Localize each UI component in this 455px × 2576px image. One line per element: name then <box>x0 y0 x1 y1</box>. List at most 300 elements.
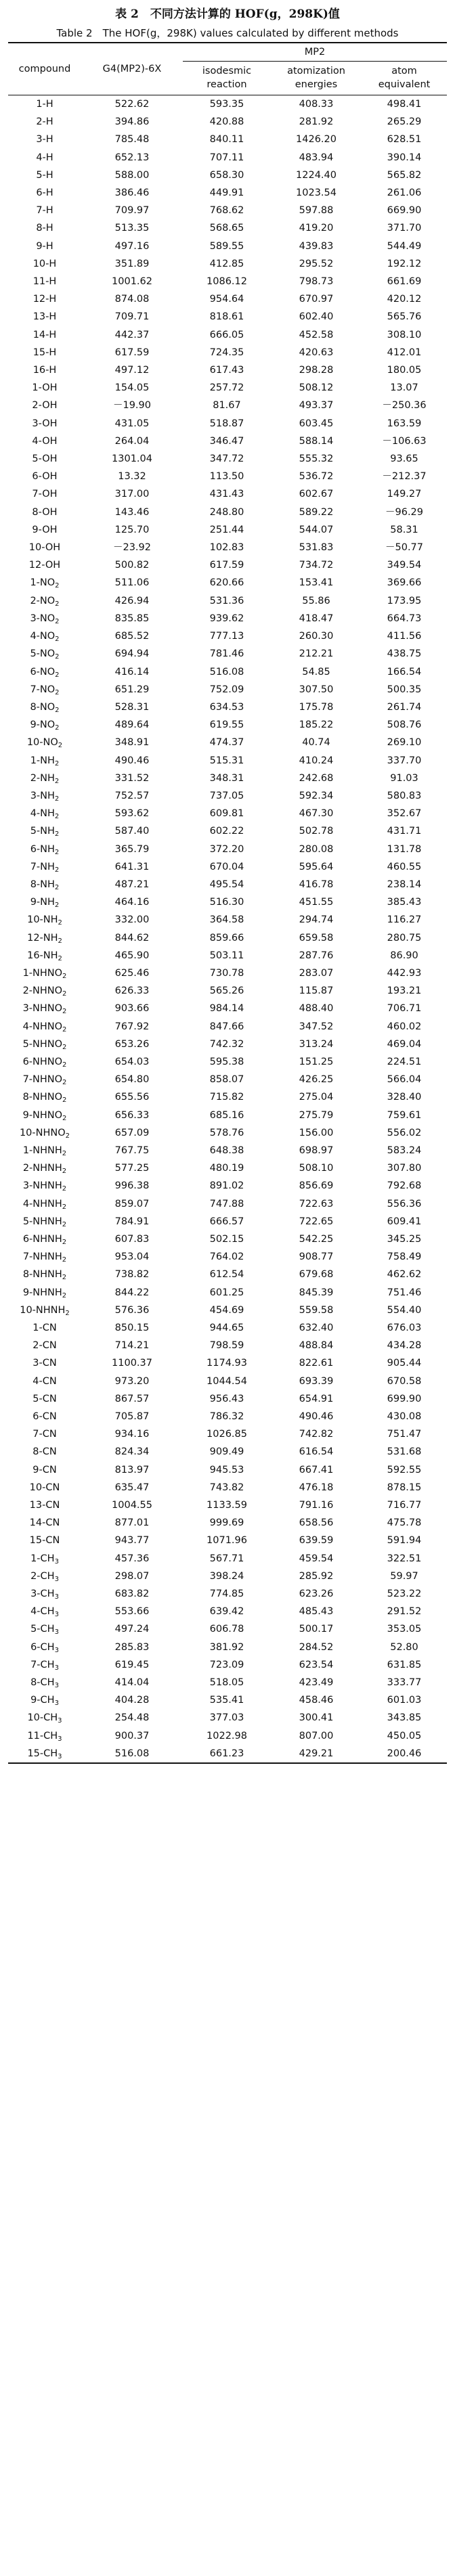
compound-name: 4-H <box>36 152 53 163</box>
table-row <box>8 326 447 344</box>
compound-subscript: 2 <box>54 777 60 785</box>
cell-isodesmic: 840.11 <box>209 134 244 146</box>
header-g4mp2: G4(MP2)-6X <box>81 43 183 95</box>
compound-name: 2-NHNO <box>22 985 63 997</box>
table-row <box>8 238 447 255</box>
cell-compound <box>8 397 81 414</box>
cell-g4mp2: 264.04 <box>114 435 150 447</box>
compound-subscript: 3 <box>54 1700 59 1708</box>
table-row <box>8 397 447 414</box>
compound-subscript: 2 <box>62 1114 67 1122</box>
cell-g4mp2: 431.05 <box>114 418 150 429</box>
compound-name: 12-NH <box>27 932 58 943</box>
cell-atom-equivalent: 460.02 <box>387 1021 422 1032</box>
cell-compound <box>8 556 81 574</box>
compound-name: 2-NH <box>30 772 55 784</box>
cell-g4mp2: 442.37 <box>114 329 150 340</box>
cell-atom-equivalent: 706.71 <box>387 1003 422 1015</box>
cell-atom-equivalent: 531.68 <box>387 1446 422 1458</box>
cell-atomization: 298.28 <box>299 365 334 376</box>
cell-compound <box>8 308 81 326</box>
compound-subscript: 3 <box>54 1628 59 1637</box>
compound-name: 5-NO <box>30 648 56 660</box>
table-row <box>8 1373 447 1390</box>
table-row <box>8 1036 447 1053</box>
table-row <box>8 166 447 184</box>
cell-atom-equivalent: 670.58 <box>387 1375 422 1387</box>
cell-compound <box>8 1107 81 1124</box>
cell-compound <box>8 95 81 114</box>
table-row <box>8 1337 447 1354</box>
cell-isodesmic: 666.57 <box>209 1216 244 1227</box>
compound-name: 10-OH <box>28 542 61 554</box>
table-row <box>8 858 447 876</box>
cell-g4mp2: 973.20 <box>114 1375 150 1387</box>
table-row <box>8 1585 447 1603</box>
cell-compound <box>8 273 81 290</box>
cell-atom-equivalent: 716.77 <box>387 1500 422 1511</box>
cell-atomization: 452.58 <box>299 329 334 340</box>
cell-atomization: 284.52 <box>299 1641 334 1653</box>
cell-atomization: 845.39 <box>299 1287 334 1298</box>
cell-atom-equivalent: 556.36 <box>387 1198 422 1209</box>
cell-atom-equivalent: 352.67 <box>387 808 422 820</box>
compound-name: 6-NHNO <box>22 1056 63 1067</box>
cell-isodesmic: 956.43 <box>209 1393 244 1404</box>
table-row <box>8 1018 447 1036</box>
cell-atomization: 822.61 <box>299 1358 334 1369</box>
cell-atom-equivalent: 93.65 <box>390 453 418 465</box>
compound-name: 10-NH <box>27 914 58 926</box>
compound-name: 4-NH <box>30 808 55 820</box>
cell-isodesmic: 81.67 <box>213 400 241 412</box>
compound-name: 6-H <box>36 187 53 199</box>
cell-g4mp2: 654.80 <box>114 1074 150 1086</box>
cell-compound <box>8 1124 81 1142</box>
cell-atom-equivalent: 751.46 <box>387 1287 422 1298</box>
cell-compound <box>8 1585 81 1603</box>
compound-name: 4-OH <box>32 435 58 447</box>
cell-atomization: 908.77 <box>299 1251 334 1263</box>
cell-atomization: 410.24 <box>299 755 334 766</box>
cell-atom-equivalent: 261.06 <box>387 187 422 199</box>
compound-name: 8-NHNO <box>22 1092 63 1103</box>
cell-isodesmic: 1133.59 <box>207 1500 247 1511</box>
compound-subscript: 2 <box>62 1274 67 1282</box>
cell-g4mp2: 903.66 <box>114 1003 150 1015</box>
cell-compound <box>8 911 81 929</box>
cell-atom-equivalent: 661.69 <box>387 276 422 288</box>
compound-name: 8-NH <box>30 879 55 890</box>
cell-compound <box>8 1354 81 1372</box>
compound-name: 1-NO <box>30 577 56 589</box>
compound-subscript: 3 <box>54 1593 59 1601</box>
table-row <box>8 663 447 681</box>
table-row <box>8 1000 447 1017</box>
compound-name: 5-NH <box>30 826 55 837</box>
cell-compound <box>8 1461 81 1479</box>
cell-atom-equivalent: －106.63 <box>382 435 427 447</box>
cell-compound <box>8 1408 81 1425</box>
cell-compound <box>8 1691 81 1709</box>
cell-isodesmic: 602.22 <box>209 826 244 837</box>
cell-atom-equivalent: 500.35 <box>387 684 422 695</box>
compound-name: 10-NHNH <box>20 1304 66 1316</box>
cell-atomization: 156.00 <box>299 1127 334 1138</box>
cell-atomization: 426.25 <box>299 1074 334 1086</box>
cell-isodesmic: 742.32 <box>209 1038 244 1050</box>
cell-compound <box>8 1248 81 1266</box>
cell-atomization: 295.52 <box>299 258 334 269</box>
compound-subscript: 2 <box>55 600 60 608</box>
cell-atomization: 420.63 <box>299 347 334 358</box>
cell-g4mp2: 317.00 <box>114 489 150 500</box>
cell-atomization: 423.49 <box>299 1677 334 1689</box>
compound-name: 1-NH <box>30 755 55 766</box>
cell-compound <box>8 1195 81 1213</box>
cell-compound <box>8 716 81 734</box>
cell-atom-equivalent: 200.46 <box>362 1745 447 1763</box>
cell-atom-equivalent: 163.59 <box>387 418 422 429</box>
cell-atom-equivalent: 238.14 <box>387 879 422 890</box>
cell-atomization: 544.07 <box>299 524 334 535</box>
table-row <box>8 255 447 273</box>
compound-name: 3-H <box>36 134 53 146</box>
cell-atom-equivalent: 353.05 <box>387 1624 422 1635</box>
cell-compound <box>8 1266 81 1283</box>
cell-g4mp2: 859.07 <box>114 1198 150 1209</box>
cell-atom-equivalent: 556.02 <box>387 1127 422 1138</box>
cell-atom-equivalent: 669.90 <box>387 205 422 217</box>
cell-g4mp2: 654.03 <box>114 1056 150 1067</box>
cell-isodesmic: 798.59 <box>209 1340 244 1352</box>
table-row <box>8 1443 447 1461</box>
cell-isodesmic: 568.65 <box>209 223 244 234</box>
cell-g4mp2: 767.75 <box>114 1145 150 1156</box>
cell-compound <box>8 1745 81 1763</box>
cell-compound <box>8 574 81 592</box>
compound-name: 6-NH <box>30 843 55 855</box>
cell-g4mp2: 738.82 <box>114 1269 150 1281</box>
compound-name: 10-CN <box>29 1482 60 1493</box>
cell-atom-equivalent: 592.55 <box>387 1464 422 1475</box>
cell-compound <box>8 290 81 308</box>
cell-g4mp2: 683.82 <box>114 1589 150 1600</box>
cell-g4mp2: 497.16 <box>114 240 150 252</box>
table-row <box>8 770 447 787</box>
cell-g4mp2: 657.09 <box>114 1127 150 1138</box>
cell-g4mp2: 348.91 <box>114 737 150 749</box>
cell-g4mp2: 13.32 <box>118 471 146 483</box>
cell-atom-equivalent: 438.75 <box>387 648 422 660</box>
cell-g4mp2: 619.45 <box>114 1659 150 1670</box>
cell-atomization: 419.20 <box>299 223 334 234</box>
compound-name: 9-NHNO <box>22 1109 63 1121</box>
header-compound: compound <box>8 43 81 95</box>
cell-g4mp2: 785.48 <box>114 134 150 146</box>
table-row <box>8 1514 447 1532</box>
cell-compound <box>8 361 81 379</box>
cell-atomization: 722.65 <box>299 1216 334 1227</box>
header-mp2: MP2 <box>183 43 447 62</box>
cell-atom-equivalent: 442.93 <box>387 967 422 979</box>
cell-isodesmic: 984.14 <box>209 1003 244 1015</box>
compound-subscript: 2 <box>62 990 67 998</box>
cell-isodesmic: 747.88 <box>209 1198 244 1209</box>
cell-g4mp2: 709.71 <box>114 311 150 323</box>
cell-compound <box>8 698 81 716</box>
cell-isodesmic: 818.61 <box>209 311 244 323</box>
cell-atom-equivalent: 460.55 <box>387 861 422 872</box>
cell-isodesmic: 612.54 <box>209 1269 244 1281</box>
cell-atomization: 658.56 <box>299 1517 334 1529</box>
cell-atomization: 212.21 <box>299 648 334 660</box>
cell-isodesmic: 420.88 <box>209 116 244 128</box>
compound-name: 11-H <box>32 276 57 288</box>
cell-g4mp2: 813.97 <box>114 1464 150 1475</box>
cell-atom-equivalent: 337.70 <box>387 755 422 766</box>
table-row <box>8 1639 447 1656</box>
compound-name: 13-H <box>32 311 57 323</box>
table-row <box>8 1390 447 1408</box>
compound-subscript: 2 <box>55 653 60 661</box>
table-row <box>8 1568 447 1585</box>
cell-g4mp2: 587.40 <box>114 826 150 837</box>
table-row <box>8 1159 447 1177</box>
compound-subscript: 3 <box>54 1664 59 1672</box>
cell-compound <box>8 326 81 344</box>
cell-isodesmic: 781.46 <box>209 648 244 660</box>
compound-subscript: 2 <box>62 1256 67 1264</box>
table-row <box>8 1603 447 1620</box>
table-row <box>8 1532 447 1549</box>
cell-g4mp2: 635.47 <box>114 1482 150 1493</box>
table-row <box>8 468 447 485</box>
cell-isodesmic: 743.82 <box>209 1482 244 1493</box>
compound-subscript: 2 <box>58 742 63 750</box>
cell-compound <box>8 1018 81 1036</box>
table-row <box>8 149 447 166</box>
table-header <box>8 43 447 95</box>
compound-name: 4-CH <box>30 1606 55 1618</box>
compound-name: 1-OH <box>32 382 58 394</box>
compound-subscript: 2 <box>54 759 60 768</box>
cell-g4mp2: 694.94 <box>114 648 150 660</box>
compound-name: 2-NO <box>30 595 56 606</box>
cell-atom-equivalent: －50.77 <box>385 542 424 554</box>
cell-atomization: 734.72 <box>299 560 334 571</box>
compound-name: 7-CH <box>30 1659 55 1670</box>
cell-isodesmic: 661.23 <box>183 1745 271 1763</box>
compound-name: 8-CH <box>30 1677 55 1689</box>
compound-name: 14-CN <box>29 1517 60 1529</box>
compound-subscript: 2 <box>65 1309 70 1317</box>
cell-g4mp2: 655.56 <box>114 1092 150 1103</box>
compound-name: 6-NO <box>30 666 56 678</box>
cell-atom-equivalent: 878.15 <box>387 1482 422 1493</box>
compound-subscript: 2 <box>62 1203 67 1211</box>
cell-isodesmic: 891.02 <box>209 1180 244 1192</box>
cell-isodesmic: 777.13 <box>209 631 244 642</box>
table-row <box>8 698 447 716</box>
cell-g4mp2: 577.25 <box>114 1163 150 1174</box>
cell-compound <box>8 929 81 947</box>
cell-isodesmic: 658.30 <box>209 169 244 181</box>
cell-atom-equivalent: 91.03 <box>390 772 418 784</box>
cell-compound <box>8 876 81 893</box>
cell-isodesmic: 1174.93 <box>207 1358 247 1369</box>
cell-atom-equivalent: －212.37 <box>382 471 427 483</box>
cell-atom-equivalent: 759.61 <box>387 1109 422 1121</box>
cell-atomization: 623.26 <box>299 1589 334 1600</box>
compound-name: 5-H <box>36 169 53 181</box>
cell-isodesmic: 502.15 <box>209 1234 244 1245</box>
cell-compound <box>8 1550 81 1568</box>
cell-atomization: 623.54 <box>299 1659 334 1670</box>
compound-name: 3-NH <box>30 790 55 801</box>
compound-name: 8-OH <box>32 506 58 518</box>
cell-isodesmic: 372.20 <box>209 843 244 855</box>
compound-subscript: 2 <box>62 1008 67 1016</box>
compound-subscript: 2 <box>55 636 60 644</box>
cell-atomization: 275.04 <box>299 1092 334 1103</box>
cell-atom-equivalent: 565.76 <box>387 311 422 323</box>
cell-g4mp2: 254.48 <box>114 1712 150 1724</box>
cell-isodesmic: 364.58 <box>209 914 244 926</box>
cell-atomization: 639.59 <box>299 1535 334 1547</box>
compound-subscript: 3 <box>54 1575 59 1583</box>
cell-compound <box>8 1036 81 1053</box>
cell-g4mp2: 553.66 <box>114 1606 150 1618</box>
cell-atom-equivalent: 13.07 <box>390 382 418 394</box>
table-row <box>8 95 447 114</box>
cell-g4mp2: 394.86 <box>114 116 150 128</box>
cell-g4mp2: 386.46 <box>114 187 150 199</box>
cell-isodesmic: 730.78 <box>209 967 244 979</box>
compound-name: 7-NH <box>30 861 55 872</box>
compound-subscript: 2 <box>55 671 60 679</box>
cell-compound <box>8 610 81 627</box>
cell-g4mp2: 685.52 <box>114 631 150 642</box>
table-row <box>8 822 447 840</box>
compound-subscript: 3 <box>54 1646 59 1654</box>
cell-atom-equivalent: 430.08 <box>387 1411 422 1423</box>
compound-name: 4-NHNH <box>22 1198 62 1209</box>
cell-compound <box>8 982 81 1000</box>
cell-g4mp2: 490.46 <box>114 755 150 766</box>
cell-compound <box>8 1568 81 1585</box>
cell-isodesmic: 1022.98 <box>207 1730 247 1741</box>
table-row <box>8 876 447 893</box>
cell-atom-equivalent: 664.73 <box>387 613 422 624</box>
cell-atom-equivalent: 751.47 <box>387 1429 422 1440</box>
cell-atomization: 1224.40 <box>296 169 337 181</box>
table-row <box>8 752 447 770</box>
cell-g4mp2: 465.90 <box>114 950 150 961</box>
cell-atom-equivalent: －96.29 <box>385 506 424 518</box>
cell-atomization: 555.32 <box>299 453 334 465</box>
cell-atomization: 153.41 <box>299 577 334 589</box>
cell-isodesmic: 412.85 <box>209 258 244 269</box>
cell-atom-equivalent: 385.43 <box>387 897 422 908</box>
cell-compound <box>8 1727 81 1745</box>
compound-name: 3-NHNH <box>22 1180 62 1192</box>
cell-g4mp2: 489.64 <box>114 719 150 731</box>
cell-atomization: 603.45 <box>299 418 334 429</box>
table-row <box>8 1496 447 1514</box>
hof-table <box>8 42 447 1764</box>
table-body <box>8 95 447 1764</box>
cell-atom-equivalent: 699.90 <box>387 1393 422 1404</box>
cell-g4mp2: 656.33 <box>114 1109 150 1121</box>
cell-compound <box>8 1620 81 1638</box>
cell-g4mp2: 651.29 <box>114 684 150 695</box>
table-row <box>8 273 447 290</box>
cell-atomization: 508.12 <box>299 382 334 394</box>
cell-atomization: 654.91 <box>299 1393 334 1404</box>
cell-g4mp2: 714.21 <box>114 1340 150 1352</box>
table-row <box>8 964 447 982</box>
cell-g4mp2: 516.08 <box>81 1745 183 1763</box>
table-row <box>8 1266 447 1283</box>
table-row <box>8 1745 447 1763</box>
cell-atomization: 416.78 <box>299 879 334 890</box>
table-row <box>8 521 447 539</box>
compound-name: 3-CH <box>30 1589 55 1600</box>
compound-subscript: 3 <box>54 1682 59 1690</box>
cell-atom-equivalent: 86.90 <box>390 950 418 961</box>
cell-isodesmic: 685.16 <box>209 1109 244 1121</box>
cell-atomization: 483.94 <box>299 152 334 163</box>
compound-name: 7-CN <box>32 1429 57 1440</box>
compound-subscript: 2 <box>54 902 60 910</box>
cell-atom-equivalent: 291.52 <box>387 1606 422 1618</box>
compound-subscript: 2 <box>62 1291 67 1300</box>
cell-isodesmic: 589.55 <box>209 240 244 252</box>
table-row <box>8 1195 447 1213</box>
table-row <box>8 1425 447 1443</box>
compound-name: 7-NO <box>30 684 56 695</box>
cell-atom-equivalent: 371.70 <box>387 223 422 234</box>
cell-compound <box>8 415 81 432</box>
compound-subscript: 2 <box>55 724 60 732</box>
compound-name: 16-H <box>32 365 57 376</box>
cell-atom-equivalent: 434.28 <box>387 1340 422 1352</box>
cell-atomization: 280.08 <box>299 843 334 855</box>
cell-atom-equivalent: 369.66 <box>387 577 422 589</box>
cell-compound <box>8 1373 81 1390</box>
table-row <box>8 574 447 592</box>
compound-subscript: 2 <box>55 706 60 714</box>
table-row <box>8 841 447 858</box>
cell-compound <box>8 1000 81 1017</box>
compound-name: 7-NHNH <box>22 1251 62 1263</box>
cell-atomization: 451.55 <box>299 897 334 908</box>
cell-isodesmic: 619.55 <box>209 719 244 731</box>
cell-isodesmic: 786.32 <box>209 1411 244 1423</box>
cell-isodesmic: 495.54 <box>209 879 244 890</box>
cell-atomization: 502.78 <box>299 826 334 837</box>
cell-g4mp2: 844.22 <box>114 1287 150 1298</box>
cell-atomization: 500.17 <box>299 1624 334 1635</box>
cell-atom-equivalent: 420.12 <box>387 294 422 305</box>
cell-atomization: 260.30 <box>299 631 334 642</box>
cell-g4mp2: 404.28 <box>114 1695 150 1706</box>
cell-isodesmic: 670.04 <box>209 861 244 872</box>
cell-atomization: 595.64 <box>299 861 334 872</box>
compound-name: 3-OH <box>32 418 58 429</box>
compound-name: 5-NHNO <box>22 1038 63 1050</box>
